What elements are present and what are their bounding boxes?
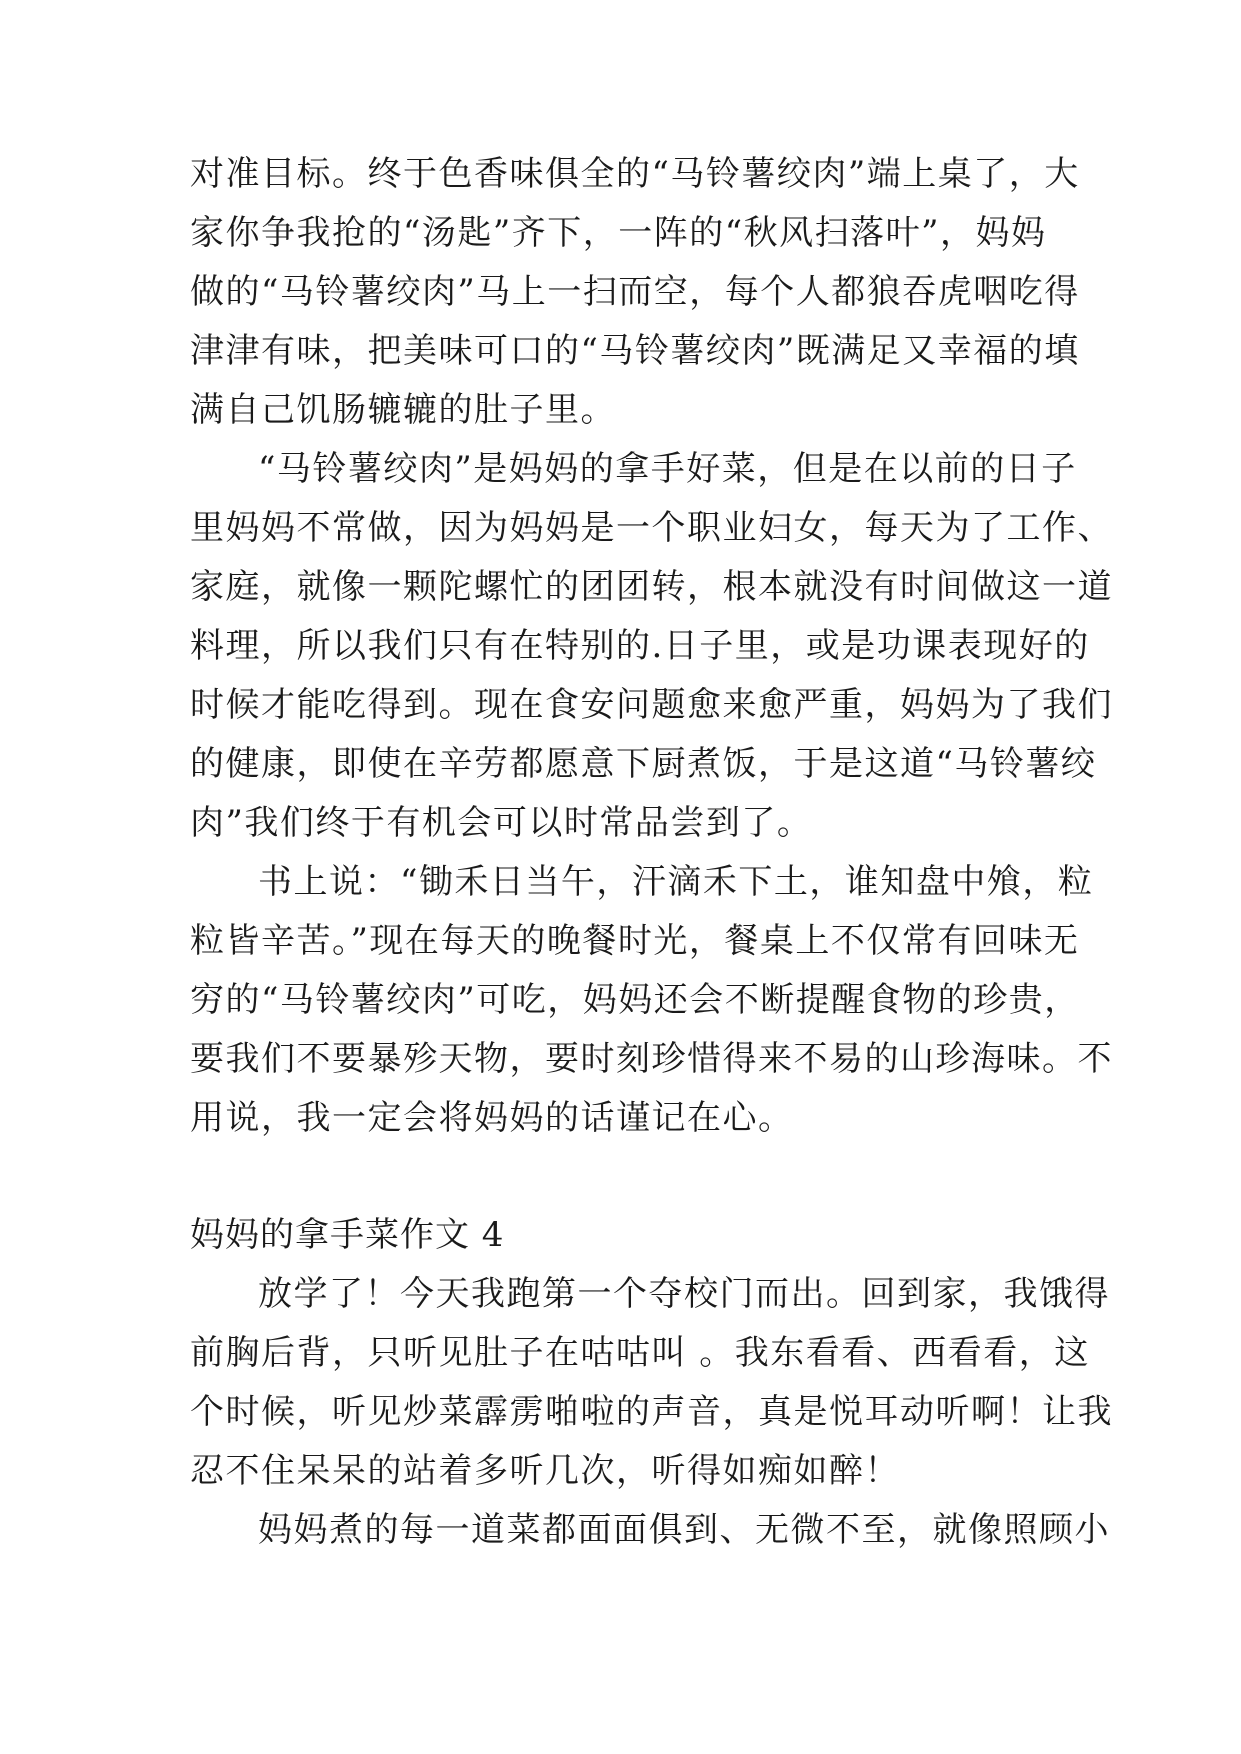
paragraph-line: “马铃薯绞肉”是妈妈的拿手好菜，但是在以前的日子 [258, 449, 1077, 489]
paragraph-line: 忍不住呆呆的站着多听几次，听得如痴如醉！ [190, 1451, 900, 1491]
paragraph-line: 书上说：“锄禾日当午，汗滴禾下土，谁知盘中飧，粒 [258, 862, 1094, 902]
paragraph-line: 妈妈煮的每一道菜都面面俱到、无微不至，就像照顾小 [258, 1510, 1110, 1550]
paragraph-line: 穷的“马铃薯绞肉”可吃，妈妈还会不断提醒食物的珍贵， [190, 980, 1080, 1020]
paragraph-line: 时候才能吃得到。现在食安问题愈来愈严重，妈妈为了我们 [190, 685, 1113, 725]
section-heading: 妈妈的拿手菜作文 4 [190, 1215, 505, 1255]
paragraph-line: 粒皆辛苦。”现在每天的晚餐时光，餐桌上不仅常有回味无 [190, 921, 1080, 961]
paragraph-line: 个时候，听见炒菜霹雳啪啦的声音，真是悦耳动听啊！让我 [190, 1392, 1113, 1432]
paragraph-line: 满自己饥肠辘辘的肚子里。 [190, 390, 616, 430]
paragraph-line: 用说，我一定会将妈妈的话谨记在心。 [190, 1098, 794, 1138]
paragraph-line: 对准目标。终于色香味俱全的“马铃薯绞肉”端上桌了，大 [190, 154, 1080, 194]
paragraph-line: 料理，所以我们只有在特别的.日子里，或是功课表现好的 [190, 626, 1090, 666]
paragraph-line: 津津有味，把美味可口的“马铃薯绞肉”既满足又幸福的填 [190, 331, 1080, 371]
paragraph-line: 前胸后背，只听见肚子在咕咕叫 。我东看看、西看看，这 [190, 1333, 1090, 1373]
paragraph-line: 要我们不要暴殄天物，要时刻珍惜得来不易的山珍海味。不 [190, 1039, 1113, 1079]
paragraph-line: 的健康，即使在辛劳都愿意下厨煮饭，于是这道“马铃薯绞 [190, 744, 1097, 784]
paragraph-line: 做的“马铃薯绞肉”马上一扫而空，每个人都狼吞虎咽吃得 [190, 272, 1080, 312]
paragraph-line: 放学了！今天我跑第一个夺校门而出。回到家，我饿得 [258, 1274, 1110, 1314]
paragraph-line: 里妈妈不常做，因为妈妈是一个职业妇女，每天为了工作、 [190, 508, 1113, 548]
paragraph-line: 家庭，就像一颗陀螺忙的团团转，根本就没有时间做这一道 [190, 567, 1113, 607]
paragraph-line: 肉”我们终于有机会可以时常品尝到了。 [190, 803, 813, 843]
paragraph-line: 家你争我抢的“汤匙”齐下，一阵的“秋风扫落叶”，妈妈 [190, 213, 1047, 253]
